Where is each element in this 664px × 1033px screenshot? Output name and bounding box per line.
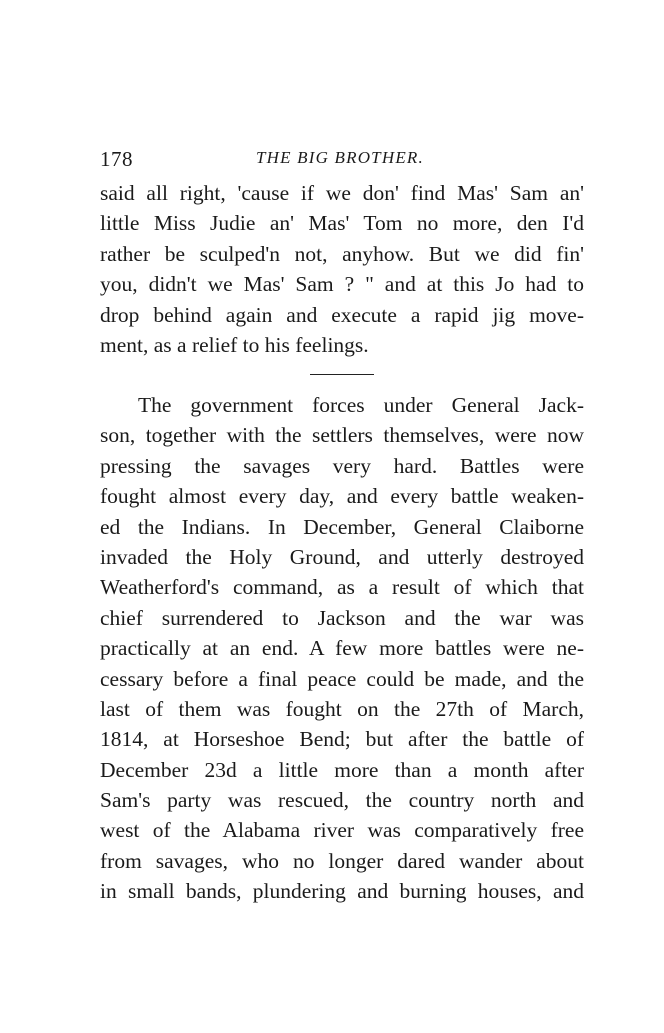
text-line: rather be sculped'n not, anyhow. But we did fin' [100,241,584,266]
text-line: little Miss Judie an' Mas' Tom no more, den I'd [100,211,584,236]
running-head: THE BIG BROTHER. [256,148,424,167]
text-line: said all right, 'cause if we don' find Mas' Sam an' [100,181,584,205]
text-line: 1814, at Horseshoe Bend; but after the battle of [100,727,584,752]
text-line: in small bands, plundering and burning houses, and [100,879,584,904]
text-line: ment, as a relief to his feelings. [100,332,369,357]
paragraph-2 [100,390,584,907]
text-line: The government forces under General Jack- [138,393,584,417]
text-line: Weatherford's command, as a result of which that [100,575,584,600]
page-number: 178 [100,147,133,171]
text-line: December 23d a little more than a month after [100,757,584,782]
text-line: Sam's party was rescued, the country north and [100,788,584,813]
text-line: west of the Alabama river was comparatively free [100,818,584,843]
text-line: invaded the Holy Ground, and utterly destroyed [100,544,584,569]
paragraph-1 [100,178,584,360]
text-line: fought almost every day, and every battle weaken- [100,484,584,509]
text-line: drop behind again and execute a rapid jig move- [100,302,584,327]
text-line: chief surrendered to Jackson and the war was [100,605,584,630]
text-line: you, didn't we Mas' Sam ? " and at this Jo had to [100,272,584,297]
text-line: pressing the savages very hard. Battles were [100,453,584,478]
text-line: son, together with the settlers themselves, were now [100,423,584,448]
page-header [100,147,584,171]
text-line: cessary before a final peace could be made, and the [100,666,584,691]
section-divider [310,374,374,375]
text-line: from savages, who no longer dared wander about [100,848,584,873]
text-line: practically at an end. A few more battles were ne- [100,636,584,661]
text-line: ed the Indians. In December, General Claiborne [100,514,584,539]
text-line: last of them was fought on the 27th of March, [100,696,584,721]
